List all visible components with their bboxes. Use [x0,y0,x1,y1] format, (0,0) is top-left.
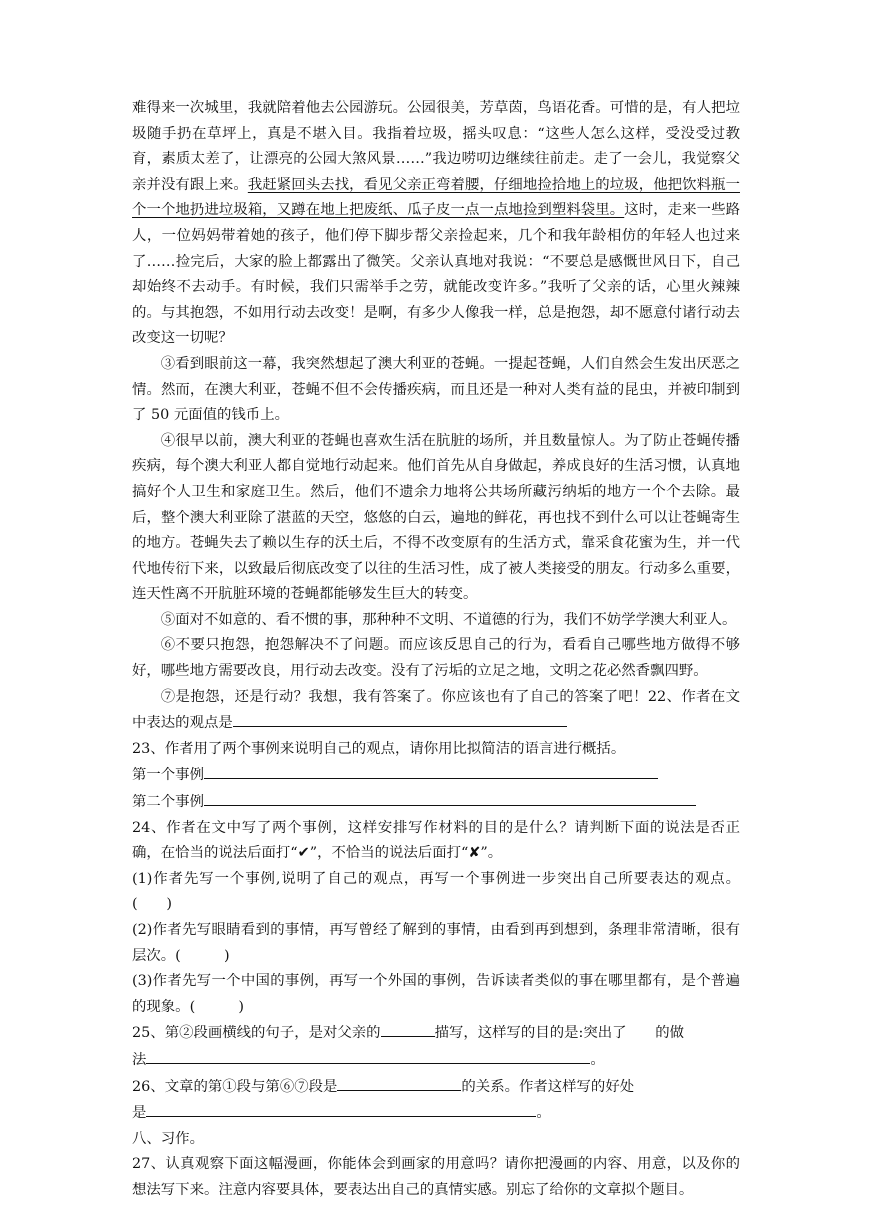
paragraph-4: ④很早以前，澳大利亚的苍蝇也喜欢生活在肮脏的场所，并且数量惊人。为了防止苍蝇传播疾病，每个澳大利亚人都自觉地行动起来。他们首先从自身做起，养成良好的生活习惯，认真地搞好个人卫生和家庭卫生。然后，他们不遗余力地将公共场所藏污纳垢的地方一个个去除。最后，整个澳大利亚除了湛蓝的天空，悠悠的白云，遍地的鲜花，再也找不到什么可以让苍蝇寄生的地方。苍蝇失去了赖以生存的沃土后，不得不改变原有的生活方式，靠采食花蜜为生，并一代代地传衍下来，以致最后彻底改变了以往的生活习性，成了被人类接受的朋友。行动多么重要，连天性离不开肮脏环境的苍蝇都能够发生巨大的转变。 [132,432,740,603]
paragraph-5: ⑤面对不如意的、看不惯的事，那种种不文明、不道德的行为，我们不妨学学澳大利亚人。 [160,611,737,628]
cross-mark-icon: ✘ [468,845,481,862]
answer-blank-23-1[interactable] [204,762,658,779]
question-25-text-d: 。 [590,1051,605,1068]
paragraph-2-text-a: 难得来一次城里，我就陪着他去公园游玩。公园很美，芳草茵，鸟语花香。可惜的是，有人把垃圾随手扔在草坪上，真是不堪入目。我指着垃圾，摇头叹息：“这些人怎么这样，受没受过教育，素质太差了，让漂亮的公园大煞风景……”我边唠叨边继续往前走。走了一会儿，我觉察父亲并没有跟上来。 [132,100,740,193]
question-24-end: ”。 [480,845,503,862]
document-page [132,96,740,1204]
question-23: 23、作者用了两个事例来说明自己的观点，请你用比拟简洁的语言进行概括。 [132,740,626,757]
question-24-stem: 24、作者在文中写了两个事例，这样安排写作材料的目的是什么？请判断下面的说法是否正确，在恰当的说法后面打“ [132,819,740,862]
question-23-line-2 [132,789,740,816]
paragraph-2 [132,96,740,352]
example-2-label: 第二个事例 [132,794,204,811]
question-25 [132,1020,740,1073]
underlined-sentence: 我赶紧回头去找，看见父亲正弯着腰，仔细地捡拾地上的垃圾，他把饮料瓶一个一个地扔进垃圾箱，又蹲在地上把废纸、瓜子皮一点一点地捡到塑料袋里。 [132,176,740,219]
question-26-text-d: 。 [536,1105,551,1122]
section-8-heading: 八、习作。 [132,1130,204,1147]
paragraph-3: ③看到眼前这一幕，我突然想起了澳大利亚的苍蝇。一提起苍蝇，人们自然会生发出厌恶之情。然而，在澳大利亚，苍蝇不但不会传播疾病，而且还是一种对人类有益的昆虫，并被印制到了 50 元面值的钱币上。 [132,355,740,424]
question-27: 27、认真观察下面这幅漫画，你能体会到画家的用意吗？请你把漫画的内容、用意，以及你的想法写下来。注意内容要具体，要表达出自己的真情实感。别忘了给你的文章拟个题目。 [132,1156,740,1198]
question-25-text-b: 描写，这样写的目的是:突出了 的做 [434,1025,685,1042]
check-mark-icon: ✔ [297,845,310,862]
answer-blank-22[interactable] [233,710,567,727]
paragraph-7-text: ⑦是抱怨，还是行动？我想，我有答案了。你应该也有了自己的答案了吧！ [160,688,648,705]
question-26-text-b: 的关系。作者这样写的好处 [461,1078,635,1095]
question-25-text-a: 25、第②段画横线的句子，是对父亲的 [132,1025,381,1042]
question-26 [132,1074,740,1127]
paragraph-7 [132,685,740,737]
question-26-text-c: 是 [132,1105,147,1122]
answer-blank-26-2[interactable] [146,1100,536,1117]
question-24-option-3: (3)作者先写一个中国的事例，再写一个外国的事例，告诉读者类似的事在哪里都有，是个普遍的现象。( ) [132,973,740,1015]
question-22: 22、作者在文中表达的观点是 [132,688,740,732]
question-23-line-1 [132,762,740,789]
question-24-option-1: (1)作者先写一个事例,说明了自己的观点，再写一个事例进一步突出自己所要表达的观点。( ) [132,870,740,913]
paragraph-6: ⑥不要只抱怨，抱怨解决不了问题。而应该反思自己的行为，看看自己哪些地方做得不够好，哪些地方需要改良，用行动去改变。没有了污垢的立足之地，文明之花必然香飘四野。 [132,637,740,680]
answer-blank-23-2[interactable] [204,789,696,806]
example-1-label: 第一个事例 [132,767,204,784]
question-24-mid: ”，不恰当的说法后面打“ [309,845,469,862]
question-26-text-a: 26、文章的第①段与第⑥⑦段是 [132,1078,338,1095]
question-25-text-c: 法 [132,1051,147,1068]
paragraph-2-text-b: 这时，走来一些路人，一位妈妈带着她的孩子，他们停下脚步帮父亲捡起来，几个和我年龄相仿的年轻人也过来了……捡完后，大家的脸上都露出了微笑。父亲认真地对我说：“不要总是感慨世风日下，自己却始终不去动手。有时候，我们只需举手之劳，就能改变许多。”我听了父亲的话，心里火辣辣的。与其抱怨，不如用行动去改变！是啊，有多少人像我一样，总是抱怨，却不愿意付诸行动去改变这一切呢？ [132,202,740,347]
question-24-option-2: (2)作者先写眼睛看到的事情，再写曾经了解到的事情，由看到再到想到，条理非常清晰，很有层次。( ) [132,922,740,964]
answer-blank-25-2[interactable] [146,1047,590,1064]
answer-blank-26-1[interactable] [337,1074,461,1091]
question-24 [132,816,740,867]
answer-blank-25-1[interactable] [381,1020,435,1037]
